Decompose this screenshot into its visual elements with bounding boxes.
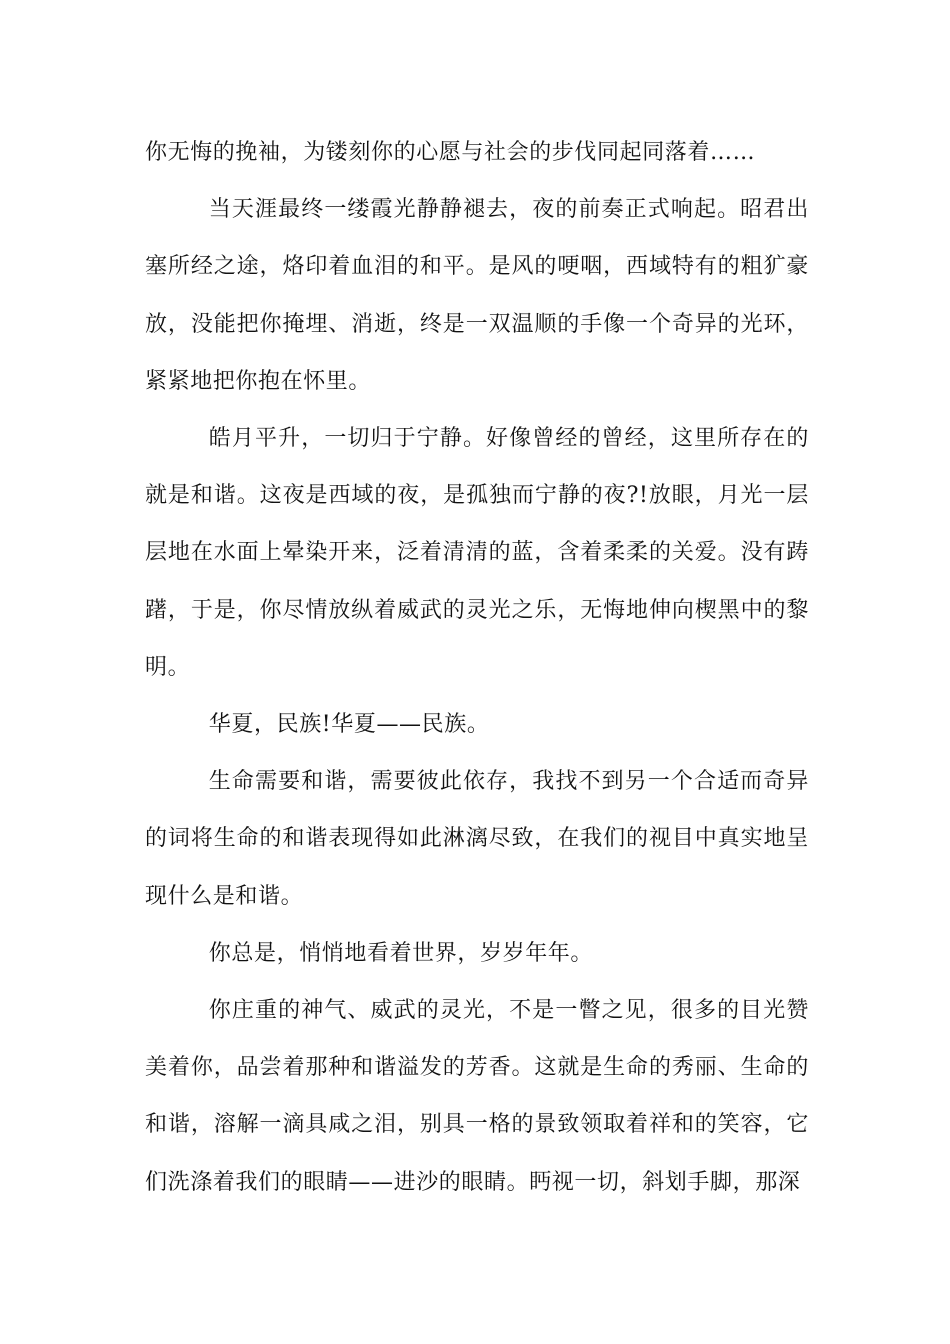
document-body (145, 124, 809, 1211)
paragraph-1: 你无悔的挽袖，为镂刻你的心愿与社会的步伐同起同落着…… (145, 140, 756, 165)
paragraph-3: 皓月平升，一切归于宁静。好像曾经的曾经，这里所存在的就是和谐。这夜是西域的夜，是孤独而宁静的夜?!放眼，月光一层层地在水面上晕染开来，泛着清清的蓝，含着柔柔的关爱。没有踌躇，于是，你尽情放纵着威武的灵光之乐，无悔地伸向楔黑中的黎明。 (145, 426, 809, 680)
paragraph-5: 生命需要和谐，需要彼此依存，我找不到另一个合适而奇异的词将生命的和谐表现得如此淋漓尽致，在我们的视目中真实地呈现什么是和谐。 (145, 769, 809, 909)
paragraph-4: 华夏，民族!华夏——民族。 (208, 712, 490, 738)
paragraph-2: 当天涯最终一缕霞光静静褪去，夜的前奏正式响起。昭君出塞所经之途，烙印着血泪的和平。是风的哽咽，西域特有的粗犷豪放，没能把你掩埋、消逝，终是一双温顺的手像一个奇异的光环，紧紧地把你抱在怀里。 (145, 197, 809, 394)
paragraph-7: 你庄重的神气、威武的灵光，不是一瞥之见，很多的目光赞美着你，品尝着那种和谐溢发的芳香。这就是生命的秀丽、生命的和谐，溶解一滴具咸之泪，别具一格的景致领取着祥和的笑容，它们洗涤着我们的眼睛——进沙的眼睛。眄视一切，斜划手脚，那深 (145, 998, 809, 1195)
paragraph-6: 你总是，悄悄地看着世界，岁岁年年。 (208, 940, 593, 966)
